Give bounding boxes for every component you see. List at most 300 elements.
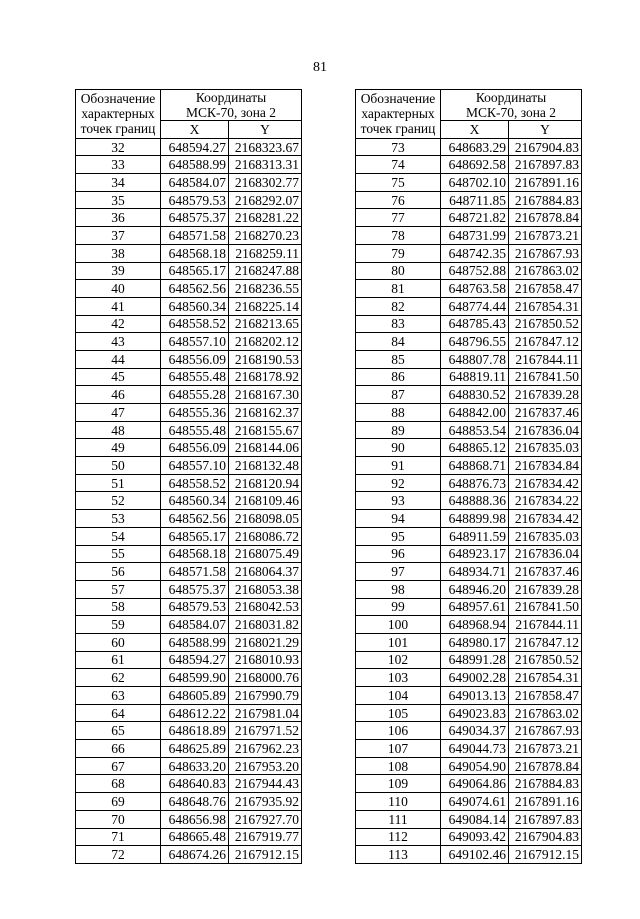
table-row — [76, 174, 302, 192]
x-coordinate-cell: 648923.17 — [441, 545, 509, 563]
y-coordinate-cell: 2167981.04 — [229, 704, 302, 722]
table-row — [76, 156, 302, 174]
point-number-cell: 76 — [356, 191, 441, 209]
point-number-cell: 86 — [356, 368, 441, 386]
point-number-cell: 33 — [76, 156, 161, 174]
x-coordinate-cell: 648605.89 — [161, 687, 229, 705]
point-number-cell: 97 — [356, 563, 441, 581]
table-row — [76, 209, 302, 227]
table-row — [76, 669, 302, 687]
y-coordinate-cell: 2167841.50 — [509, 598, 582, 616]
y-coordinate-cell: 2168225.14 — [229, 297, 302, 315]
header-line: Обозначение — [80, 91, 156, 107]
y-coordinate-cell: 2167944.43 — [229, 775, 302, 793]
x-coordinate-cell: 648618.89 — [161, 722, 229, 740]
x-coordinate-cell: 648565.17 — [161, 262, 229, 280]
x-coordinate-cell: 648991.28 — [441, 651, 509, 669]
x-coordinate-cell: 648571.58 — [161, 227, 229, 245]
x-coordinate-cell: 648565.17 — [161, 527, 229, 545]
x-coordinate-cell: 649064.86 — [441, 775, 509, 793]
point-number-cell: 73 — [356, 138, 441, 156]
coordinates-table-right — [355, 89, 582, 864]
table-row — [356, 510, 582, 528]
table-row — [76, 227, 302, 245]
x-coordinate-cell: 648656.98 — [161, 810, 229, 828]
point-number-cell: 85 — [356, 350, 441, 368]
y-coordinate-cell: 2168313.31 — [229, 156, 302, 174]
y-coordinate-cell: 2168292.07 — [229, 191, 302, 209]
table-row — [356, 350, 582, 368]
y-coordinate-cell: 2167834.42 — [509, 510, 582, 528]
y-coordinate-cell: 2167878.84 — [509, 757, 582, 775]
point-number-cell: 55 — [76, 545, 161, 563]
x-coordinate-cell: 649044.73 — [441, 740, 509, 758]
table-row — [76, 793, 302, 811]
x-coordinate-cell: 648588.99 — [161, 633, 229, 651]
y-coordinate-cell: 2168270.23 — [229, 227, 302, 245]
table-row — [356, 404, 582, 422]
table-row — [356, 545, 582, 563]
table-row — [356, 775, 582, 793]
y-coordinate-cell: 2168021.29 — [229, 633, 302, 651]
y-coordinate-cell: 2167873.21 — [509, 740, 582, 758]
x-coordinate-cell: 648807.78 — [441, 350, 509, 368]
point-number-cell: 53 — [76, 510, 161, 528]
x-coordinate-cell: 648763.58 — [441, 280, 509, 298]
table-row — [356, 191, 582, 209]
point-number-cell: 96 — [356, 545, 441, 563]
x-coordinate-cell: 648558.52 — [161, 315, 229, 333]
table-row — [356, 368, 582, 386]
y-coordinate-cell: 2167837.46 — [509, 563, 582, 581]
y-coordinate-cell: 2167897.83 — [509, 156, 582, 174]
point-number-cell: 36 — [76, 209, 161, 227]
point-number-cell: 57 — [76, 580, 161, 598]
x-coordinate-cell: 648702.10 — [441, 174, 509, 192]
y-coordinate-cell: 2167912.15 — [229, 846, 302, 864]
x-coordinate-cell: 648612.22 — [161, 704, 229, 722]
y-coordinate-cell: 2167990.79 — [229, 687, 302, 705]
y-coordinate-cell: 2167858.47 — [509, 687, 582, 705]
point-number-cell: 42 — [76, 315, 161, 333]
point-number-cell: 110 — [356, 793, 441, 811]
point-number-cell: 34 — [76, 174, 161, 192]
point-number-cell: 56 — [76, 563, 161, 581]
point-number-cell: 94 — [356, 510, 441, 528]
x-coordinate-cell: 648557.10 — [161, 333, 229, 351]
y-coordinate-cell: 2168120.94 — [229, 474, 302, 492]
point-number-cell: 82 — [356, 297, 441, 315]
table-row — [356, 793, 582, 811]
x-coordinate-cell: 648562.56 — [161, 280, 229, 298]
table-row — [76, 704, 302, 722]
x-coordinate-cell: 648560.34 — [161, 492, 229, 510]
y-coordinate-cell: 2168178.92 — [229, 368, 302, 386]
y-coordinate-cell: 2167850.52 — [509, 651, 582, 669]
y-coordinate-cell: 2167847.12 — [509, 633, 582, 651]
table-row — [356, 563, 582, 581]
y-coordinate-cell: 2168098.05 — [229, 510, 302, 528]
header-line: точек границ — [80, 121, 156, 137]
point-number-cell: 65 — [76, 722, 161, 740]
point-number-cell: 47 — [76, 404, 161, 422]
y-coordinate-cell: 2168155.67 — [229, 421, 302, 439]
table-row — [356, 492, 582, 510]
table-row — [356, 280, 582, 298]
table-row — [76, 580, 302, 598]
x-coordinate-cell: 648558.52 — [161, 474, 229, 492]
x-coordinate-cell: 648625.89 — [161, 740, 229, 758]
point-number-cell: 113 — [356, 846, 441, 864]
x-coordinate-cell: 648830.52 — [441, 386, 509, 404]
header-line: точек границ — [360, 121, 436, 137]
table-row — [356, 297, 582, 315]
table-row — [76, 846, 302, 864]
x-coordinate-cell: 649023.83 — [441, 704, 509, 722]
table-row — [76, 439, 302, 457]
header-line: Обозначение — [360, 91, 436, 107]
y-coordinate-cell: 2167891.16 — [509, 793, 582, 811]
y-coordinate-cell: 2168190.53 — [229, 350, 302, 368]
y-coordinate-cell: 2167927.70 — [229, 810, 302, 828]
point-number-cell: 103 — [356, 669, 441, 687]
x-coordinate-cell: 648752.88 — [441, 262, 509, 280]
x-coordinate-cell: 648683.29 — [441, 138, 509, 156]
y-coordinate-cell: 2167850.52 — [509, 315, 582, 333]
table-row — [76, 757, 302, 775]
point-number-cell: 71 — [76, 828, 161, 846]
table-row — [76, 262, 302, 280]
table-row — [356, 421, 582, 439]
y-coordinate-cell: 2167867.93 — [509, 244, 582, 262]
x-coordinate-cell: 649002.28 — [441, 669, 509, 687]
y-coordinate-cell: 2167935.92 — [229, 793, 302, 811]
x-coordinate-cell: 648934.71 — [441, 563, 509, 581]
y-coordinate-cell: 2167962.23 — [229, 740, 302, 758]
point-number-cell: 59 — [76, 616, 161, 634]
point-number-cell: 99 — [356, 598, 441, 616]
x-coordinate-cell: 648584.07 — [161, 174, 229, 192]
point-number-cell: 78 — [356, 227, 441, 245]
x-coordinate-cell: 648946.20 — [441, 580, 509, 598]
table-row — [356, 651, 582, 669]
y-coordinate-cell: 2167834.84 — [509, 457, 582, 475]
point-number-cell: 77 — [356, 209, 441, 227]
point-number-cell: 88 — [356, 404, 441, 422]
y-coordinate-cell: 2168213.65 — [229, 315, 302, 333]
table-row — [76, 633, 302, 651]
point-number-cell: 83 — [356, 315, 441, 333]
table-row — [356, 669, 582, 687]
point-number-cell: 79 — [356, 244, 441, 262]
table-row — [76, 775, 302, 793]
y-coordinate-cell: 2167953.20 — [229, 757, 302, 775]
point-number-cell: 69 — [76, 793, 161, 811]
y-coordinate-cell: 2167839.28 — [509, 386, 582, 404]
point-number-cell: 80 — [356, 262, 441, 280]
point-number-cell: 54 — [76, 527, 161, 545]
header-coord-title: Координаты — [195, 90, 267, 105]
x-coordinate-cell: 648888.36 — [441, 492, 509, 510]
x-coordinate-cell: 648980.17 — [441, 633, 509, 651]
x-coordinate-cell: 649054.90 — [441, 757, 509, 775]
table-row — [356, 457, 582, 475]
table-row — [76, 191, 302, 209]
point-number-cell: 112 — [356, 828, 441, 846]
y-coordinate-cell: 2168167.30 — [229, 386, 302, 404]
table-row — [356, 333, 582, 351]
table-row — [356, 828, 582, 846]
y-coordinate-cell: 2168064.37 — [229, 563, 302, 581]
point-number-cell: 41 — [76, 297, 161, 315]
table-row — [76, 510, 302, 528]
y-coordinate-cell: 2167884.83 — [509, 191, 582, 209]
point-number-cell: 95 — [356, 527, 441, 545]
table-row — [76, 244, 302, 262]
table-row — [76, 315, 302, 333]
y-coordinate-cell: 2168259.11 — [229, 244, 302, 262]
x-coordinate-cell: 648968.94 — [441, 616, 509, 634]
table-row — [356, 810, 582, 828]
column-header-coordinates — [161, 90, 302, 121]
table-row — [356, 315, 582, 333]
point-number-cell: 64 — [76, 704, 161, 722]
x-coordinate-cell: 648571.58 — [161, 563, 229, 581]
x-coordinate-cell: 648555.48 — [161, 421, 229, 439]
x-coordinate-cell: 648633.20 — [161, 757, 229, 775]
y-coordinate-cell: 2167863.02 — [509, 262, 582, 280]
table-row — [76, 616, 302, 634]
table-row — [356, 598, 582, 616]
point-number-cell: 70 — [76, 810, 161, 828]
table-row — [76, 563, 302, 581]
x-coordinate-cell: 648865.12 — [441, 439, 509, 457]
header-coord-system: МСК-70, зона 2 — [465, 105, 557, 120]
y-coordinate-cell: 2167897.83 — [509, 810, 582, 828]
y-coordinate-cell: 2167834.22 — [509, 492, 582, 510]
point-number-cell: 72 — [76, 846, 161, 864]
y-coordinate-cell: 2168053.38 — [229, 580, 302, 598]
column-header-y: Y — [229, 121, 302, 139]
table-row — [76, 297, 302, 315]
y-coordinate-cell: 2168000.76 — [229, 669, 302, 687]
point-number-cell: 105 — [356, 704, 441, 722]
x-coordinate-cell: 648562.56 — [161, 510, 229, 528]
coordinates-table-left — [75, 89, 302, 864]
table-row — [356, 439, 582, 457]
point-number-cell: 89 — [356, 421, 441, 439]
table-row — [356, 580, 582, 598]
point-number-cell: 35 — [76, 191, 161, 209]
x-coordinate-cell: 648711.85 — [441, 191, 509, 209]
table-row — [76, 474, 302, 492]
table-row — [76, 527, 302, 545]
point-number-cell: 48 — [76, 421, 161, 439]
column-header-y: Y — [509, 121, 582, 139]
y-coordinate-cell: 2168086.72 — [229, 527, 302, 545]
y-coordinate-cell: 2167971.52 — [229, 722, 302, 740]
point-number-cell: 107 — [356, 740, 441, 758]
x-coordinate-cell: 648556.09 — [161, 439, 229, 457]
table-row — [356, 209, 582, 227]
column-header-coordinates — [441, 90, 582, 121]
table-row — [76, 386, 302, 404]
table-row — [356, 474, 582, 492]
table-row — [356, 227, 582, 245]
y-coordinate-cell: 2168075.49 — [229, 545, 302, 563]
y-coordinate-cell: 2168281.22 — [229, 209, 302, 227]
point-number-cell: 98 — [356, 580, 441, 598]
x-coordinate-cell: 648555.36 — [161, 404, 229, 422]
y-coordinate-cell: 2168031.82 — [229, 616, 302, 634]
y-coordinate-cell: 2167904.83 — [509, 138, 582, 156]
point-number-cell: 67 — [76, 757, 161, 775]
x-coordinate-cell: 648876.73 — [441, 474, 509, 492]
point-number-cell: 81 — [356, 280, 441, 298]
x-coordinate-cell: 648555.48 — [161, 368, 229, 386]
y-coordinate-cell: 2168202.12 — [229, 333, 302, 351]
x-coordinate-cell: 648588.99 — [161, 156, 229, 174]
table-row — [356, 262, 582, 280]
x-coordinate-cell: 648557.10 — [161, 457, 229, 475]
table-row — [76, 828, 302, 846]
point-number-cell: 102 — [356, 651, 441, 669]
y-coordinate-cell: 2168144.06 — [229, 439, 302, 457]
y-coordinate-cell: 2167836.04 — [509, 545, 582, 563]
point-number-cell: 45 — [76, 368, 161, 386]
point-number-cell: 104 — [356, 687, 441, 705]
y-coordinate-cell: 2167844.11 — [509, 350, 582, 368]
x-coordinate-cell: 648692.58 — [441, 156, 509, 174]
x-coordinate-cell: 648568.18 — [161, 244, 229, 262]
table-row — [356, 846, 582, 864]
x-coordinate-cell: 648785.43 — [441, 315, 509, 333]
point-number-cell: 84 — [356, 333, 441, 351]
table-row — [356, 174, 582, 192]
point-number-cell: 92 — [356, 474, 441, 492]
table-row — [356, 757, 582, 775]
x-coordinate-cell: 649084.14 — [441, 810, 509, 828]
point-number-cell: 108 — [356, 757, 441, 775]
y-coordinate-cell: 2168010.93 — [229, 651, 302, 669]
point-number-cell: 40 — [76, 280, 161, 298]
x-coordinate-cell: 649074.61 — [441, 793, 509, 811]
table-row — [76, 350, 302, 368]
x-coordinate-cell: 648674.26 — [161, 846, 229, 864]
y-coordinate-cell: 2167836.04 — [509, 421, 582, 439]
x-coordinate-cell: 648911.59 — [441, 527, 509, 545]
table-row — [76, 368, 302, 386]
x-coordinate-cell: 648957.61 — [441, 598, 509, 616]
point-number-cell: 44 — [76, 350, 161, 368]
x-coordinate-cell: 648575.37 — [161, 580, 229, 598]
y-coordinate-cell: 2167912.15 — [509, 846, 582, 864]
point-number-cell: 38 — [76, 244, 161, 262]
y-coordinate-cell: 2167863.02 — [509, 704, 582, 722]
x-coordinate-cell: 648853.54 — [441, 421, 509, 439]
point-number-cell: 68 — [76, 775, 161, 793]
y-coordinate-cell: 2167878.84 — [509, 209, 582, 227]
point-number-cell: 51 — [76, 474, 161, 492]
point-number-cell: 39 — [76, 262, 161, 280]
table-row — [76, 333, 302, 351]
column-header-point-name — [356, 90, 441, 139]
x-coordinate-cell: 648579.53 — [161, 598, 229, 616]
y-coordinate-cell: 2167858.47 — [509, 280, 582, 298]
y-coordinate-cell: 2168247.88 — [229, 262, 302, 280]
column-header-point-name — [76, 90, 161, 139]
x-coordinate-cell: 648556.09 — [161, 350, 229, 368]
point-number-cell: 100 — [356, 616, 441, 634]
table-row — [76, 280, 302, 298]
y-coordinate-cell: 2167839.28 — [509, 580, 582, 598]
point-number-cell: 62 — [76, 669, 161, 687]
y-coordinate-cell: 2167873.21 — [509, 227, 582, 245]
x-coordinate-cell: 648731.99 — [441, 227, 509, 245]
y-coordinate-cell: 2168162.37 — [229, 404, 302, 422]
y-coordinate-cell: 2168236.55 — [229, 280, 302, 298]
y-coordinate-cell: 2167837.46 — [509, 404, 582, 422]
table-row — [76, 421, 302, 439]
table-row — [356, 244, 582, 262]
point-number-cell: 109 — [356, 775, 441, 793]
x-coordinate-cell: 648665.48 — [161, 828, 229, 846]
x-coordinate-cell: 649102.46 — [441, 846, 509, 864]
point-number-cell: 52 — [76, 492, 161, 510]
x-coordinate-cell: 649013.13 — [441, 687, 509, 705]
table-row — [76, 810, 302, 828]
y-coordinate-cell: 2167847.12 — [509, 333, 582, 351]
x-coordinate-cell: 648868.71 — [441, 457, 509, 475]
point-number-cell: 60 — [76, 633, 161, 651]
y-coordinate-cell: 2167844.11 — [509, 616, 582, 634]
x-coordinate-cell: 648599.90 — [161, 669, 229, 687]
table-row — [76, 687, 302, 705]
x-coordinate-cell: 648899.98 — [441, 510, 509, 528]
x-coordinate-cell: 648568.18 — [161, 545, 229, 563]
x-coordinate-cell: 648594.27 — [161, 651, 229, 669]
header-line: характерных — [81, 106, 155, 122]
point-number-cell: 91 — [356, 457, 441, 475]
table-row — [356, 138, 582, 156]
header-line: характерных — [361, 106, 435, 122]
point-number-cell: 106 — [356, 722, 441, 740]
table-row — [356, 156, 582, 174]
x-coordinate-cell: 649093.42 — [441, 828, 509, 846]
x-coordinate-cell: 648819.11 — [441, 368, 509, 386]
table-row — [76, 545, 302, 563]
x-coordinate-cell: 648594.27 — [161, 138, 229, 156]
x-coordinate-cell: 648579.53 — [161, 191, 229, 209]
point-number-cell: 101 — [356, 633, 441, 651]
y-coordinate-cell: 2168302.77 — [229, 174, 302, 192]
table-row — [76, 740, 302, 758]
x-coordinate-cell: 648560.34 — [161, 297, 229, 315]
y-coordinate-cell: 2167919.77 — [229, 828, 302, 846]
y-coordinate-cell: 2167904.83 — [509, 828, 582, 846]
x-coordinate-cell: 649034.37 — [441, 722, 509, 740]
table-row — [76, 138, 302, 156]
table-row — [76, 651, 302, 669]
y-coordinate-cell: 2168109.46 — [229, 492, 302, 510]
table-row — [356, 616, 582, 634]
table-row — [356, 527, 582, 545]
x-coordinate-cell: 648584.07 — [161, 616, 229, 634]
column-header-x: X — [161, 121, 229, 139]
point-number-cell: 50 — [76, 457, 161, 475]
column-header-x: X — [441, 121, 509, 139]
y-coordinate-cell: 2167835.03 — [509, 527, 582, 545]
